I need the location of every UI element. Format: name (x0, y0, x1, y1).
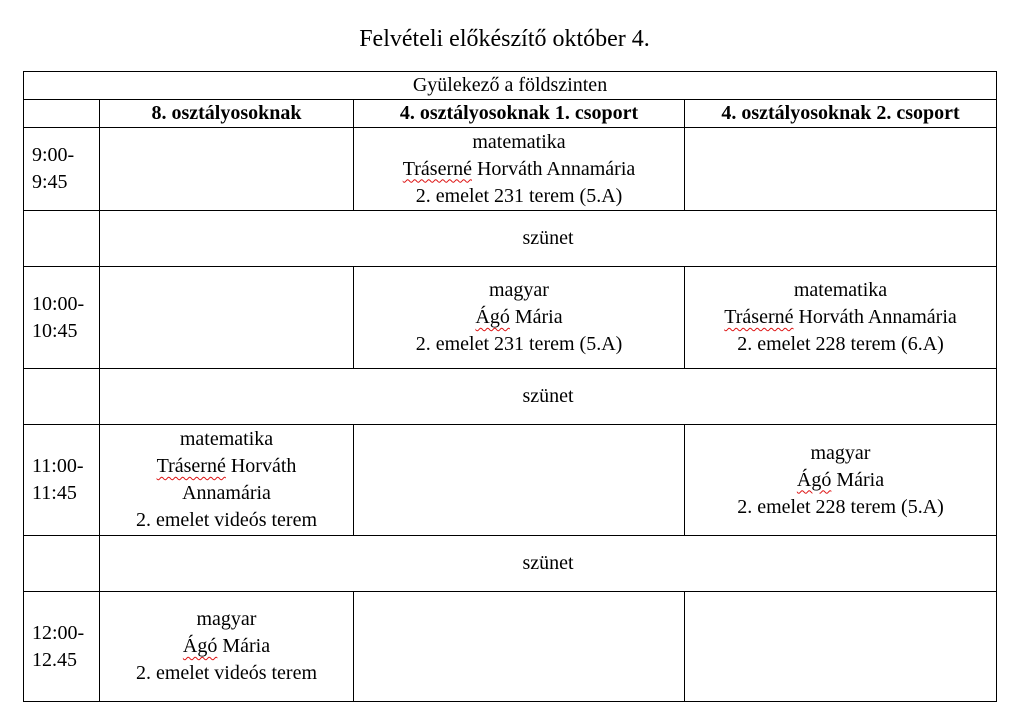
time-end: 9:45 (32, 171, 68, 193)
time-cell (24, 267, 100, 369)
table-row (24, 267, 997, 369)
lesson-room: 2. emelet 228 terem (6.A) (737, 333, 944, 355)
lesson-cell-empty (685, 592, 997, 702)
break-cell: szünet (100, 369, 997, 425)
lesson-room: 2. emelet videós terem (135, 509, 318, 531)
teacher-name-part: Mária (217, 635, 271, 657)
header-cell-grade4-group2: 4. osztályosoknak 2. csoport (685, 100, 997, 128)
gathering-row (24, 72, 997, 100)
lesson-room: 2. emelet 231 terem (5.A) (415, 184, 623, 207)
lesson-cell-empty (685, 128, 997, 211)
time-end: 12.45 (32, 648, 77, 671)
lesson-room: 2. emelet 231 terem (5.A) (415, 333, 623, 355)
lesson-teacher (685, 467, 996, 494)
time-start: 9:00- (32, 144, 75, 166)
lesson-subject: magyar (810, 441, 871, 464)
time-end: 10:45 (32, 319, 78, 342)
lesson-cell (100, 425, 354, 536)
lesson-subject: matematika (472, 130, 566, 153)
lesson-subject: magyar (489, 279, 549, 301)
lesson-cell (685, 425, 997, 536)
break-cell: szünet (100, 536, 997, 592)
lesson-subject: magyar (196, 608, 257, 630)
time-cell (24, 128, 100, 211)
lesson-cell (354, 267, 685, 369)
break-row (24, 369, 997, 425)
lesson-room: 2. emelet 228 terem (5.A) (737, 495, 944, 518)
break-row (24, 211, 997, 267)
lesson-cell (354, 128, 685, 211)
lesson-teacher (100, 633, 353, 660)
gathering-cell: Gyülekező a földszinten (24, 72, 997, 100)
lesson-subject: matematika (179, 428, 274, 450)
lesson-teacher-cont: Annamária (182, 482, 271, 504)
table-row (24, 425, 997, 536)
break-row (24, 536, 997, 592)
time-start: 10:00- (32, 292, 85, 315)
lesson-cell (685, 267, 997, 369)
table-row (24, 592, 997, 702)
page-title: Felvételi előkészítő október 4. (359, 26, 650, 52)
teacher-name-part: Ágó (182, 635, 218, 657)
header-cell-time (24, 100, 100, 128)
time-start: 11:00- (32, 455, 84, 477)
time-cell (24, 592, 100, 702)
header-cell-grade8: 8. osztályosoknak (100, 100, 354, 128)
teacher-name-part: Horváth Annamária (471, 157, 636, 180)
lesson-teacher (100, 453, 353, 480)
teacher-name-part: Ágó (475, 306, 510, 328)
break-cell: szünet (100, 211, 997, 267)
time-start: 12:00- (32, 621, 85, 644)
lesson-subject: matematika (793, 279, 888, 301)
time-cell (24, 425, 100, 536)
header-row (24, 100, 997, 128)
lesson-room: 2. emelet videós terem (135, 662, 318, 684)
break-time-cell (24, 369, 100, 425)
teacher-name-part: Tráserné (724, 306, 794, 328)
break-time-cell (24, 211, 100, 267)
schedule-table (23, 71, 997, 702)
teacher-name-part: Tráserné (402, 157, 472, 180)
header-cell-grade4-group1: 4. osztályosoknak 1. csoport (354, 100, 685, 128)
lesson-cell-empty (100, 267, 354, 369)
lesson-cell (100, 592, 354, 702)
break-time-cell (24, 536, 100, 592)
lesson-cell-empty (100, 128, 354, 211)
table-row (24, 128, 997, 211)
teacher-name-part: Horváth Annamária (793, 306, 957, 328)
lesson-teacher (354, 304, 684, 331)
lesson-teacher (354, 156, 684, 183)
time-end: 11:45 (32, 482, 77, 504)
lesson-cell-empty (354, 592, 685, 702)
lesson-cell-empty (354, 425, 685, 536)
teacher-name-part: Horváth (225, 455, 297, 477)
lesson-teacher (685, 304, 996, 331)
teacher-name-part: Tráserné (156, 455, 226, 477)
teacher-name-part: Mária (831, 468, 885, 491)
teacher-name-part: Mária (509, 306, 563, 328)
teacher-name-part: Ágó (796, 468, 832, 491)
